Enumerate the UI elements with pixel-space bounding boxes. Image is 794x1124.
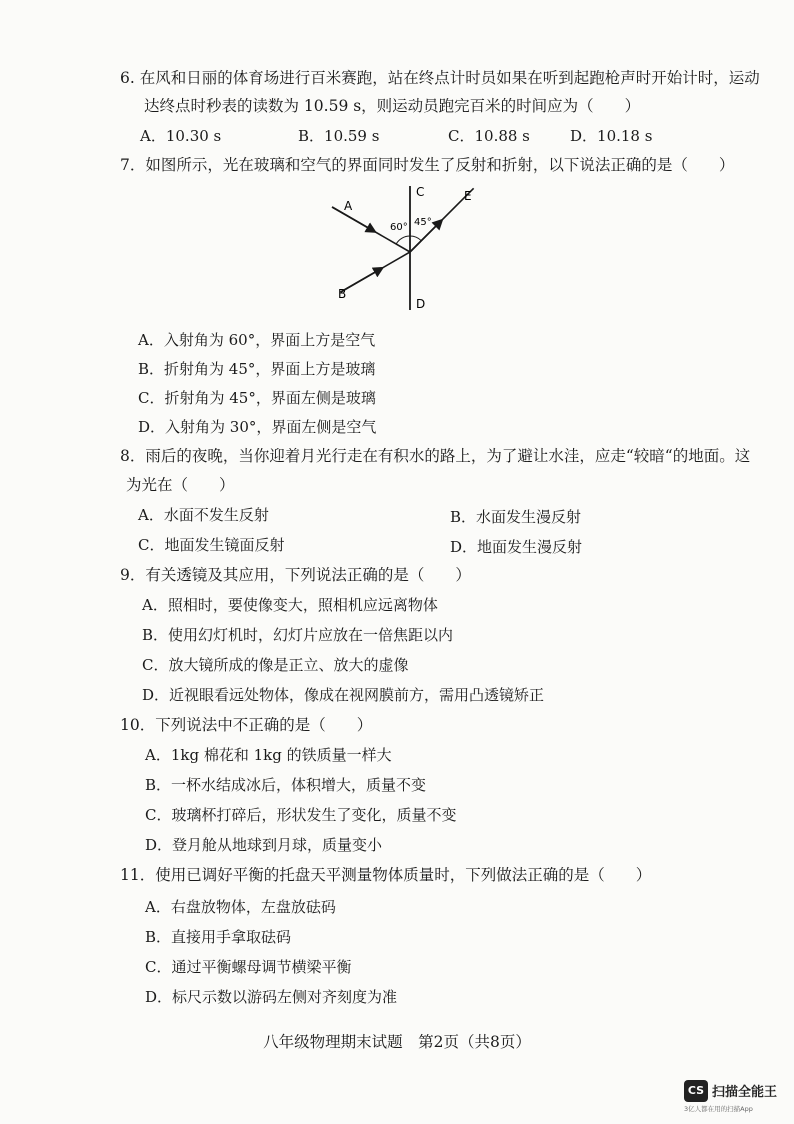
- q9-stem: 9．有关透镜及其应用，下列说法正确的是（ ）: [120, 566, 471, 584]
- q7-option-d: D．入射角为 30°，界面左侧是空气: [138, 418, 377, 436]
- q8-option-b: B．水面发生漫反射: [450, 508, 582, 526]
- q9-option-d: D．近视眼看远处物体，像成在视网膜前方，需用凸透镜矫正: [142, 686, 545, 704]
- q6-option-d: D．10.18 s: [570, 127, 653, 145]
- q6-stem-line2: 达终点时秒表的读数为 10.59 s，则运动员跑完百米的时间应为（ ）: [144, 97, 641, 115]
- q6-option-b: B．10.59 s: [298, 127, 380, 145]
- q11-option-b: B．直接用手拿取砝码: [145, 928, 292, 946]
- q9-option-c: C．放大镜所成的像是正立、放大的虚像: [142, 656, 409, 674]
- angle-right-label: 45°: [414, 217, 432, 228]
- q8-option-d: D．地面发生漫反射: [450, 538, 583, 556]
- label-e: E: [464, 189, 472, 203]
- q10-stem: 10．下列说法中不正确的是（ ）: [120, 716, 373, 734]
- ray-a-arrow: [332, 207, 375, 232]
- angle-arc-left: [396, 236, 410, 244]
- page-footer: 八年级物理期末试题 第2页（共8页）: [263, 1033, 531, 1051]
- q7-option-b: B．折射角为 45°，界面上方是玻璃: [138, 360, 376, 378]
- q11-option-c: C．通过平衡螺母调节横梁平衡: [145, 958, 352, 976]
- q7-option-a: A．入射角为 60°，界面上方是空气: [138, 331, 376, 349]
- cs-logo-icon: CS: [684, 1080, 708, 1102]
- angle-arc-right: [410, 236, 421, 241]
- q8-option-a: A．水面不发生反射: [138, 506, 269, 524]
- label-b: B: [338, 287, 347, 301]
- q9-option-b: B．使用幻灯机时，幻灯片应放在一倍焦距以内: [142, 626, 454, 644]
- brand-tagline: 3亿人都在用的扫描App: [684, 1105, 753, 1113]
- q6-option-a: A．10.30 s: [140, 127, 222, 145]
- scanner-watermark: [684, 1080, 788, 1114]
- angle-left-label: 60°: [390, 222, 408, 233]
- label-d: D: [416, 297, 426, 311]
- q8-stem-line2: 为光在（ ）: [126, 476, 235, 494]
- q10-option-c: C．玻璃杯打碎后，形状发生了变化，质量不变: [145, 806, 457, 824]
- q11-option-d: D．标尺示数以游码左侧对齐刻度为准: [145, 988, 398, 1006]
- q7-option-c: C．折射角为 45°，界面左侧是玻璃: [138, 389, 376, 407]
- q10-option-b: B．一杯水结成冰后，体积增大，质量不变: [145, 776, 427, 794]
- q6-stem-line1: 6. 在风和日丽的体育场进行百米赛跑，站在终点计时员如果在听到起跑枪声时开始计时，运动: [120, 69, 760, 87]
- ray-b-arrow: [341, 268, 383, 292]
- label-c: C: [416, 185, 425, 199]
- q7-stem: 7．如图所示，光在玻璃和空气的界面同时发生了反射和折射，以下说法正确的是（ ）: [120, 156, 735, 174]
- q9-option-a: A．照相时，要使像变大，照相机应远离物体: [142, 596, 438, 614]
- q8-option-c: C．地面发生镜面反射: [138, 536, 285, 554]
- brand-name: 扫描全能王: [712, 1085, 778, 1100]
- refraction-diagram: [330, 180, 490, 330]
- q11-option-a: A．右盘放物体，左盘放砝码: [145, 898, 336, 916]
- q10-option-d: D．登月舱从地球到月球，质量变小: [145, 836, 383, 854]
- q6-option-c: C．10.88 s: [448, 127, 530, 145]
- q11-stem: 11．使用已调好平衡的托盘天平测量物体质量时，下列做法正确的是（ ）: [120, 866, 652, 884]
- q8-stem-line1: 8．雨后的夜晚，当你迎着月光行走在有积水的路上，为了避让水洼，应走“较暗“的地面。这: [120, 447, 751, 465]
- label-a: A: [344, 199, 353, 213]
- q10-option-a: A．1kg 棉花和 1kg 的铁质量一样大: [145, 746, 392, 764]
